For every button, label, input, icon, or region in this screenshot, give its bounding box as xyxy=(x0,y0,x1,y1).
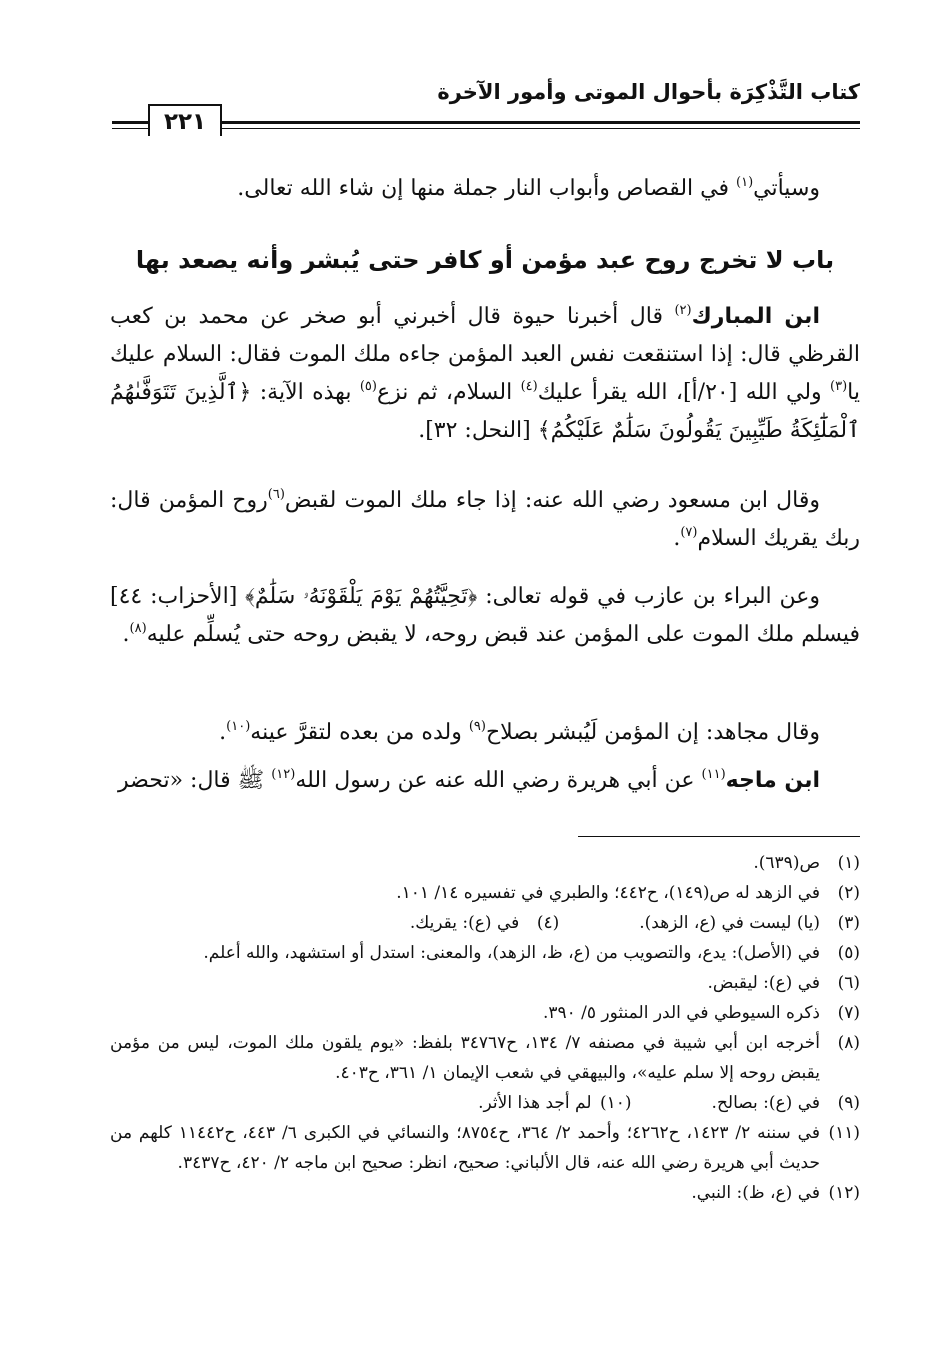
footnote-item xyxy=(110,968,860,998)
chapter-heading: باب لا تخرج روح عبد مؤمن أو كافر حتى يُبشر وأنه يصعد بها xyxy=(135,246,835,274)
footnote-gap xyxy=(632,1088,712,1118)
paragraph-text: وقال مجاهد: إن المؤمن لَيُبشر بصلاح xyxy=(485,720,820,745)
paragraph-mujahid xyxy=(110,714,860,752)
footnote-number: (١٠) xyxy=(600,1093,632,1113)
footnote-text: في (ع، ظ): النبي. xyxy=(691,1183,820,1203)
intro-text-start: وسيأتي xyxy=(753,176,820,201)
footnote-item xyxy=(110,1178,860,1208)
footnote-text: في (الأصل): يدع، والتصويب من (ع، ظ، الزهد)، والمعنى: استدل أو استشهد، والله أعلم. xyxy=(203,943,820,963)
footnote-text: ذكره السيوطي في الدر المنثور ٥/ ٣٩٠. xyxy=(542,1003,820,1023)
footnote-text: أخرجه ابن أبي شيبة في مصنفه ٧/ ١٣٤، ح٣٤٧٦٧ بلفظ: «يوم يلقون ملك الموت، ليس من مؤمن يقبض روحه إلا سلم عليه»، والبيهقي في شعب الإيمان ١/ ٣٦١، ح٤٠٣. xyxy=(110,1033,820,1083)
paragraph-text: وعن البراء بن عازب في قوله تعالى: ﴿تَحِيَّتُهُمْ يَوْمَ يَلْقَوْنَهُۥ سَلَٰمٌ﴾ [الأحزاب: ٤٤] فيسلم ملك الموت على المؤمن عند قبض روحه، لا يقبض روحه حتى يُسلِّم عليه xyxy=(110,584,860,647)
footnote-text: ص(٦٣٩). xyxy=(753,853,820,873)
footnote-number: (١٢) xyxy=(828,1183,860,1203)
footnote-number: (٧) xyxy=(837,1003,860,1023)
footnote-ref[interactable]: (١١) xyxy=(701,767,726,782)
footnote-ref[interactable]: (٢) xyxy=(674,303,692,318)
paragraph-ibn-majah xyxy=(110,762,860,800)
footnote-text: في (ع): يقريك. xyxy=(409,913,520,933)
intro-text-end: في القصاص وأبواب النار جملة منها إن شاء الله تعالى. xyxy=(237,176,736,201)
header-rule-thick xyxy=(112,121,860,124)
footnote-ref[interactable]: (٩) xyxy=(468,719,486,734)
paragraph-text: . xyxy=(673,526,681,551)
footnote-text: في (ع): بصالح. xyxy=(711,1093,820,1113)
paragraph-text: وقال ابن مسعود رضي الله عنه: إذا جاء ملك الموت لقبض xyxy=(284,488,821,513)
footnote-ref[interactable]: (١) xyxy=(736,175,754,190)
footnote-ref[interactable]: (٣) xyxy=(830,379,848,394)
footnote-item xyxy=(110,848,860,878)
paragraph-text: السلام، ثم نزع xyxy=(376,380,521,405)
paragraph-ibn-al-mubarak xyxy=(110,298,860,450)
footnote-ref[interactable]: (٨) xyxy=(129,621,147,636)
paragraph-text: . xyxy=(122,622,130,647)
footnote-text: في (ع): ليقبض. xyxy=(707,973,820,993)
page-number: ٢٢١ xyxy=(148,104,222,136)
footnote-ref[interactable]: (٤) xyxy=(520,379,538,394)
paragraph-text: ولده من بعده لتقرَّ عينه xyxy=(250,720,469,745)
narrator-name: ابن ماجه xyxy=(725,768,820,793)
footnote-item xyxy=(110,1118,860,1178)
footnote-text: لم أجد هذا الأثر. xyxy=(478,1093,592,1113)
footnote-number: (٥) xyxy=(837,943,860,963)
footnote-ref[interactable]: (٥) xyxy=(359,379,377,394)
footnote-item xyxy=(110,878,860,908)
paragraph-text: قال أخبرنا حيوة قال أخبرني أبو صخر عن محمد بن كعب القرظي قال: إذا استنقعت نفس العبد المؤمن جاءه ملك الموت فقال: السلام عليك يا xyxy=(110,304,860,405)
footnote-item xyxy=(110,1028,860,1088)
footnote-number: (٤) xyxy=(536,913,560,933)
footnote-text: في سننه ٢/ ١٤٢٣، ح٤٢٦٢؛ وأحمد ٢/ ٣٦٤، ح٨٧٥٤؛ والنسائي في الكبرى ٦/ ٤٤٣، ح١١٤٤٢ كلهم من حديث أبي هريرة رضي الله عنه، قال الألباني: صحيح، انظر: صحيح ابن ماجه ٢/ ٤٢٠، ح٣٤٣٧. xyxy=(110,1123,820,1173)
footnote-number: (٦) xyxy=(837,973,860,993)
header-rule-thin xyxy=(112,128,860,129)
intro-paragraph xyxy=(110,170,860,208)
footnote-number: (٨) xyxy=(837,1033,860,1053)
footnote-ref[interactable]: (١٢) xyxy=(271,767,296,782)
quran-quote-text: بهذه الآية: ﴿ٱلَّذِينَ تَتَوَفَّىٰهُمُ ٱلْمَلَٰٓئِكَةُ طَيِّبِينَ يَقُولُونَ سَلَٰمٌ عَلَيْكُمُ﴾ [النحل: ٣٢]. xyxy=(110,380,860,443)
paragraph-text: عن أبي هريرة رضي الله عنه عن رسول الله xyxy=(295,768,702,793)
paragraph-text: . xyxy=(219,720,227,745)
footnote-gap xyxy=(559,908,639,938)
footnote-text: (يا) ليست في (ع، الزهد). xyxy=(639,913,820,933)
footnote-ref[interactable]: (٧) xyxy=(680,525,698,540)
footnote-number: (٣) xyxy=(837,913,860,933)
footnote-number: (٢) xyxy=(837,883,860,903)
footnotes-section xyxy=(110,848,860,1208)
footnote-item xyxy=(110,938,860,968)
footnote-number: (٩) xyxy=(837,1093,860,1113)
footnote-ref[interactable]: (١٠) xyxy=(226,719,251,734)
paragraph-al-bara xyxy=(110,578,860,654)
footnote-separator xyxy=(578,836,860,837)
paragraph-text: ولي الله [٢٠/أ]، الله يقرأ عليك xyxy=(537,380,831,405)
footnote-item xyxy=(110,998,860,1028)
footnote-item xyxy=(110,1088,860,1118)
narrator-name: ابن المبارك xyxy=(691,304,820,329)
footnote-text: في الزهد له ص(١٤٩)، ح٤٤٢؛ والطبري في تفسيره ١٤/ ١٠١. xyxy=(396,883,820,903)
paragraph-ibn-masud xyxy=(110,482,860,558)
paragraph-text: ﷺ قال: «تحضر xyxy=(118,768,272,793)
footnote-item xyxy=(110,908,860,938)
footnote-number: (١١) xyxy=(828,1123,860,1143)
footnote-number: (١) xyxy=(837,853,860,873)
footnote-ref[interactable]: (٦) xyxy=(267,487,285,502)
running-header-title: كتاب التَّذْكِرَة بأحوال الموتى وأمور الآخرة xyxy=(437,80,860,104)
paragraph-text: روح المؤمن قال: ربك يقريك السلام xyxy=(110,488,860,551)
